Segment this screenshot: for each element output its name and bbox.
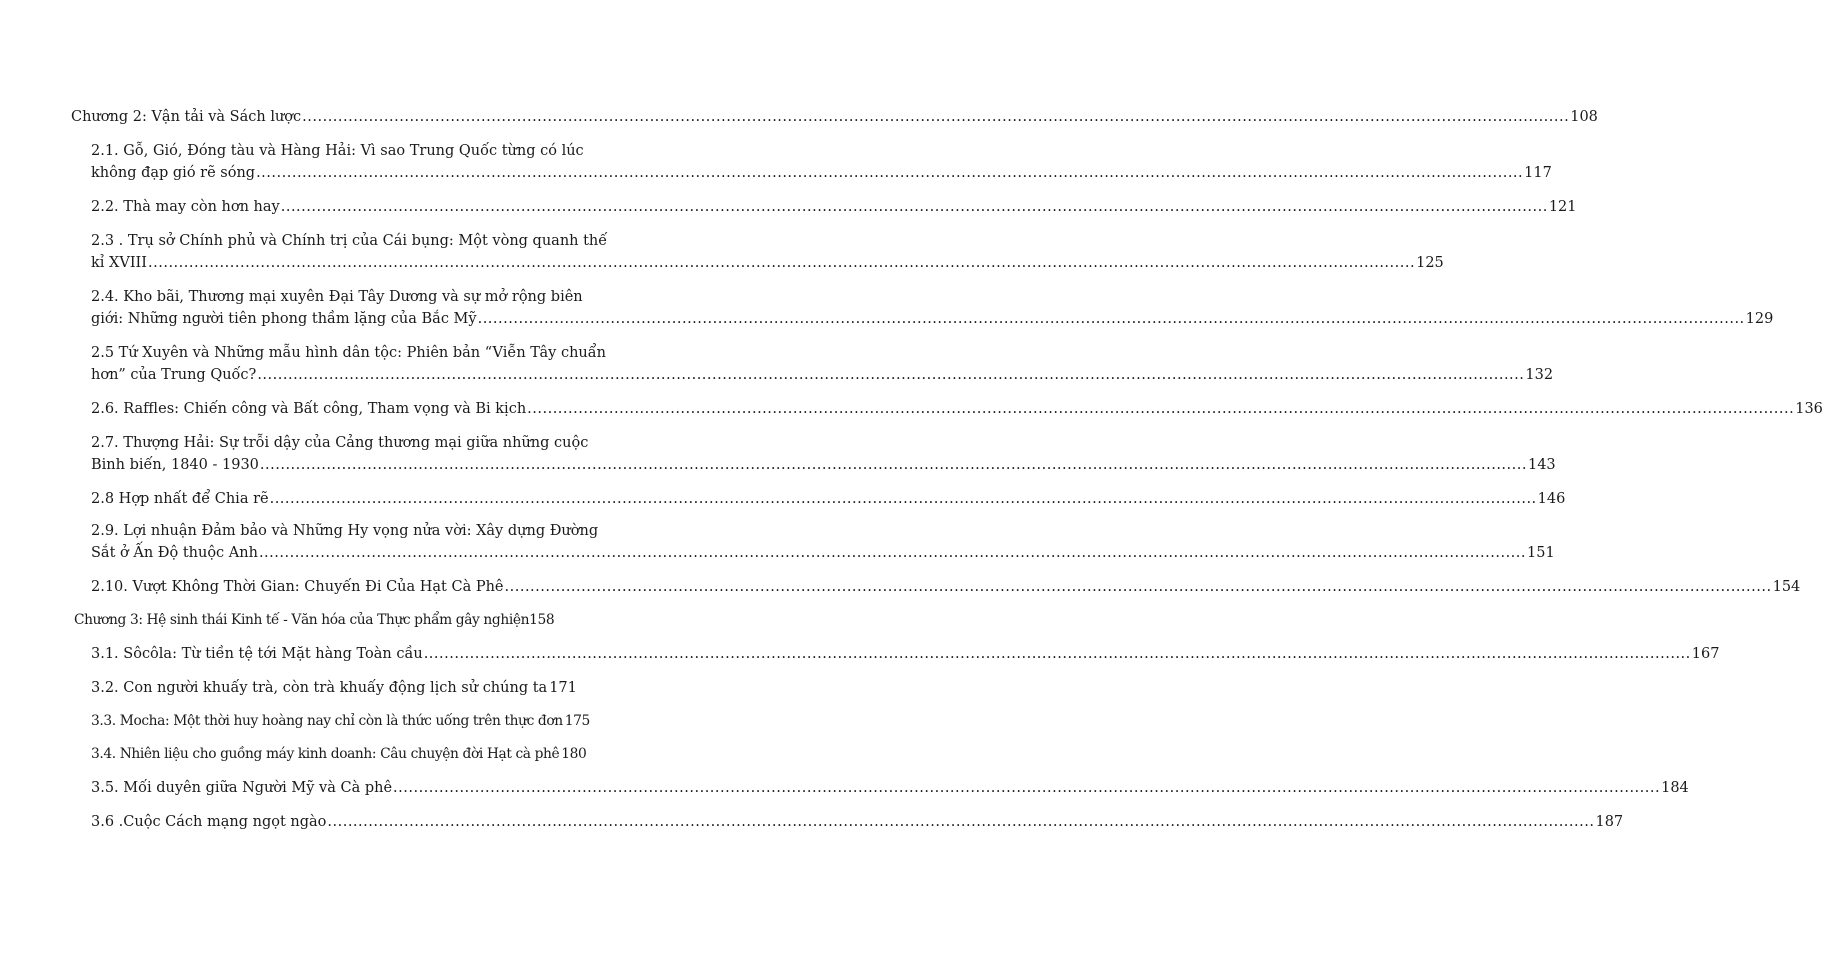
toc-page-number: 136 [1795, 401, 1823, 417]
dot-leader [478, 309, 1745, 330]
toc-page-number: 175 [564, 713, 590, 729]
toc-entry-title: 2.1. Gỗ, Gió, Đóng tàu và Hàng Hải: Vì sao Trung Quốc từng có lúc [91, 143, 584, 159]
toc-page-number: 108 [1570, 109, 1598, 125]
toc-line [91, 141, 584, 162]
toc-entry-title-continued: kỉ XVIII [91, 255, 148, 271]
dot-leader [393, 778, 1660, 799]
dot-leader [424, 644, 1691, 665]
toc-page-number: 158 [529, 612, 555, 628]
toc-page-number: 143 [1527, 457, 1556, 473]
toc-entry-title: 2.9. Lợi nhuận Đảm bảo và Những Hy vọng nửa vời: Xây dựng Đường [91, 523, 599, 539]
toc-entry-title-continued: không đạp gió rẽ sóng [91, 165, 256, 181]
toc-entry-title: 3.6 .Cuộc Cách mạng ngọt ngào [91, 814, 327, 830]
toc-page-number: 129 [1745, 311, 1774, 327]
toc-line [91, 455, 1556, 476]
toc-line [91, 253, 1444, 274]
dot-leader [327, 812, 1594, 833]
toc-line [91, 678, 577, 699]
toc-page-number: 125 [1416, 255, 1444, 271]
toc-page-number: 146 [1537, 491, 1566, 507]
toc-entry-title: 2.8 Hợp nhất để Chia rẽ [91, 491, 269, 507]
toc-entry-title: 2.5 Tứ Xuyên và Những mẫu hình dân tộc: Phiên bản “Viễn Tây chuẩn [91, 345, 606, 361]
dot-leader [527, 399, 1794, 420]
toc-entry-title: 2.4. Kho bãi, Thương mại xuyên Đại Tây Dương và sự mở rộng biên [91, 289, 583, 305]
toc-line [91, 543, 1555, 564]
toc-page-number: 151 [1527, 545, 1555, 561]
toc-line [91, 778, 1689, 799]
toc-entry-title-continued: hơn” của Trung Quốc? [91, 367, 257, 383]
dot-leader [281, 197, 1548, 218]
toc-line [91, 399, 1823, 420]
toc-page-number: 117 [1524, 165, 1552, 181]
dot-leader [148, 253, 1415, 274]
dot-leader [257, 365, 1524, 386]
dot-leader [302, 107, 1569, 128]
dot-leader [256, 163, 1523, 184]
toc-page-number: 180 [561, 746, 587, 762]
toc-line [91, 197, 1577, 218]
toc-line [91, 489, 1566, 510]
toc-line [91, 343, 606, 364]
dot-leader [260, 455, 1527, 476]
toc-page-number: 171 [549, 680, 577, 696]
toc-entry-title: 3.3. Mocha: Một thời huy hoàng nay chỉ còn là thức uống trên thực đơn [91, 713, 563, 729]
toc-entry-title-continued: Sắt ở Ấn Độ thuộc Anh [91, 545, 258, 561]
toc-entry-title: 2.3 . Trụ sở Chính phủ và Chính trị của Cái bụng: Một vòng quanh thế [91, 233, 608, 249]
toc-line [91, 433, 589, 454]
toc-line [91, 365, 1554, 386]
toc-line [91, 711, 590, 732]
dot-leader [270, 489, 1537, 510]
toc-page-number: 154 [1772, 579, 1801, 595]
toc-entry-title: Chương 2: Vận tải và Sách lược [71, 109, 302, 125]
toc-page-number: 184 [1661, 780, 1689, 796]
toc-line [91, 231, 608, 252]
toc-entry-title: 3.4. Nhiên liệu cho guồng máy kinh doanh: Câu chuyện đời Hạt cà phê [91, 746, 560, 762]
toc-line [74, 610, 573, 631]
toc-line [71, 107, 1598, 128]
toc-line [91, 287, 583, 308]
toc-entry-title: 3.5. Mối duyên giữa Người Mỹ và Cà phê [91, 780, 393, 796]
toc-entry-title: 2.10. Vượt Không Thời Gian: Chuyến Đi Của Hạt Cà Phê [91, 579, 504, 595]
toc-entry-title: 2.2. Thà may còn hơn hay [91, 199, 280, 215]
toc-entry-title-continued: giới: Những người tiên phong thầm lặng của Bắc Mỹ [91, 311, 477, 327]
toc-line [91, 744, 587, 765]
toc-page-number: 121 [1548, 199, 1577, 215]
toc-page-number: 187 [1595, 814, 1624, 830]
toc-entry-title: Chương 3: Hệ sinh thái Kinh tế - Văn hóa của Thực phẩm gây nghiện [74, 612, 530, 628]
toc-line [91, 644, 1720, 665]
toc-entry-title-continued: Binh biến, 1840 - 1930 [91, 457, 259, 473]
toc-line [91, 521, 599, 542]
toc-entry-title: 2.7. Thượng Hải: Sự trỗi dậy của Cảng thương mại giữa những cuộc [91, 435, 589, 451]
toc-line [91, 812, 1624, 833]
toc-page-number: 132 [1525, 367, 1554, 383]
toc-line [91, 163, 1552, 184]
toc-entry-title: 2.6. Raffles: Chiến công và Bất công, Tham vọng và Bi kịch [91, 401, 527, 417]
toc-line [91, 309, 1774, 330]
dot-leader [505, 577, 1772, 598]
toc-line [91, 577, 1801, 598]
dot-leader [259, 543, 1526, 564]
toc-entry-title: 3.1. Sôcôla: Từ tiền tệ tới Mặt hàng Toàn cầu [91, 646, 423, 662]
toc-entry-title: 3.2. Con người khuấy trà, còn trà khuấy động lịch sử chúng ta [91, 680, 548, 696]
toc-page-number: 167 [1691, 646, 1720, 662]
